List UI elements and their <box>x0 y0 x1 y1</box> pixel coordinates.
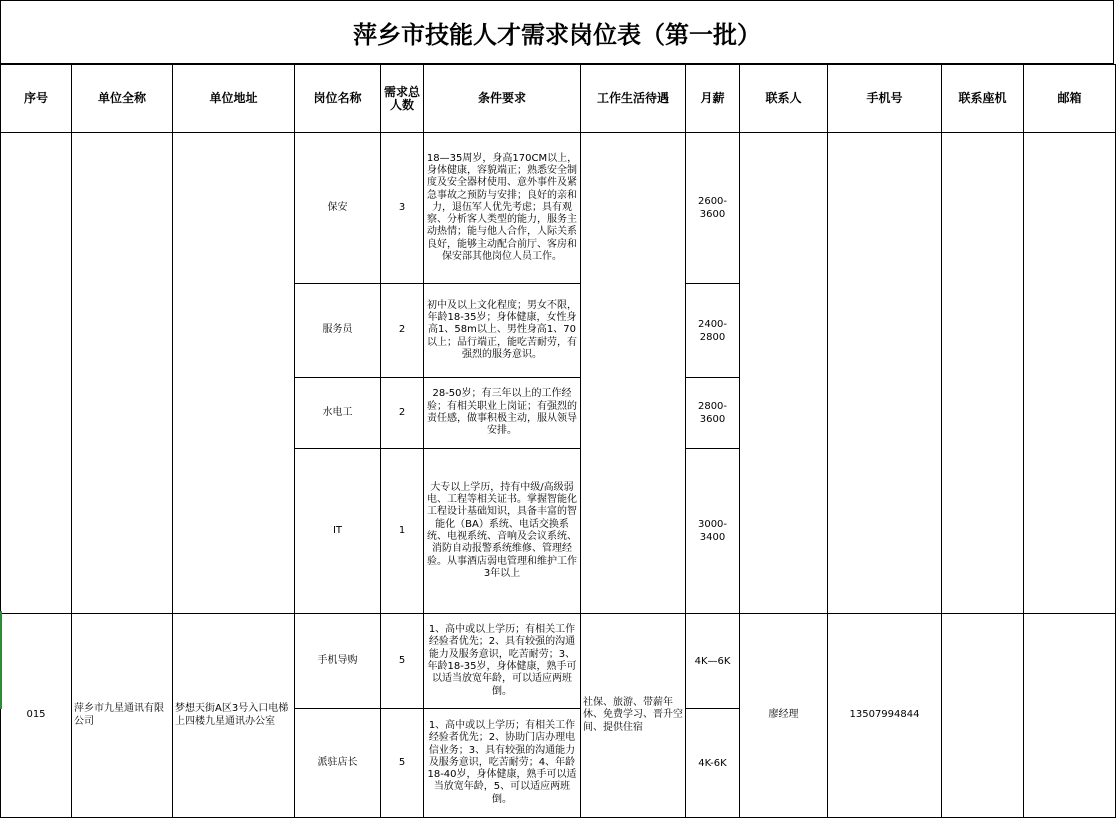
email-cell <box>1024 133 1116 614</box>
header-email: 邮箱 <box>1024 65 1116 133</box>
salary-cell: 2600-3600 <box>686 133 740 284</box>
requirements-cell: 18—35周岁，身高170CM以上，身体健康，容貌端正；熟悉安全制度及安全器材使用、意外事件及紧急事故之预防与安排；良好的亲和力，退伍军人优先考虑；具有观察、分析客人类型的能力，服务主动热情；能与他人合作，人际关系良好，能够主动配合前厅、客房和保安部其他岗位人员工作。 <box>424 133 581 284</box>
page-title: 萍乡市技能人才需求岗位表（第一批） <box>0 0 1114 64</box>
address-cell <box>173 133 295 614</box>
company-cell <box>72 133 173 614</box>
count-cell: 5 <box>381 614 424 709</box>
salary-cell: 4K—6K <box>686 614 740 709</box>
count-cell: 1 <box>381 449 424 614</box>
email-cell <box>1024 614 1116 818</box>
header-address: 单位地址 <box>173 65 295 133</box>
position-cell: 服务员 <box>295 284 381 378</box>
header-landline: 联系座机 <box>942 65 1024 133</box>
salary-cell: 3000-3400 <box>686 449 740 614</box>
phone-cell: 13507994844 <box>828 614 942 818</box>
cell-selection-marker <box>0 611 2 709</box>
header-position: 岗位名称 <box>295 65 381 133</box>
header-company: 单位全称 <box>72 65 173 133</box>
requirements-cell: 大专以上学历，持有中级/高级弱电、工程等相关证书。掌握智能化工程设计基础知识，具备丰富的智能化（BA）系统、电话交换系统、电视系统、音响及会议系统、消防自动报警系统维修、管理经验。从事酒店弱电管理和维护工作3年以上 <box>424 449 581 614</box>
benefits-cell <box>581 133 686 614</box>
seq-cell <box>1 133 72 614</box>
header-seq: 序号 <box>1 65 72 133</box>
position-cell: 手机导购 <box>295 614 381 709</box>
salary-cell: 2400-2800 <box>686 284 740 378</box>
seq-cell: 015 <box>1 614 72 818</box>
count-cell: 2 <box>381 378 424 449</box>
position-cell: 保安 <box>295 133 381 284</box>
position-cell: 水电工 <box>295 378 381 449</box>
landline-cell <box>942 614 1024 818</box>
count-cell: 5 <box>381 709 424 818</box>
header-count: 需求总人数 <box>381 65 424 133</box>
header-requirements: 条件要求 <box>424 65 581 133</box>
header-contact: 联系人 <box>740 65 828 133</box>
company-cell: 萍乡市九星通讯有限公司 <box>72 614 173 818</box>
count-cell: 2 <box>381 284 424 378</box>
position-cell: IT <box>295 449 381 614</box>
salary-cell: 2800-3600 <box>686 378 740 449</box>
count-cell: 3 <box>381 133 424 284</box>
contact-cell: 廖经理 <box>740 614 828 818</box>
salary-cell: 4K-6K <box>686 709 740 818</box>
position-cell: 派驻店长 <box>295 709 381 818</box>
requirements-cell: 28-50岁；有三年以上的工作经验；有相关职业上岗证；有强烈的责任感，做事积极主动，服从领导安排。 <box>424 378 581 449</box>
header-row <box>1 65 1116 133</box>
requirements-cell: 初中及以上文化程度；男女不限，年龄18-35岁；身体健康，女性身高1、58m以上、男性身高1、70以上；品行端正，能吃苦耐劳，有强烈的服务意识。 <box>424 284 581 378</box>
requirements-cell: 1、高中或以上学历；有相关工作经验者优先；2、具有较强的沟通能力及服务意识，吃苦耐劳；3、年龄18-35岁，身体健康，熟手可以适当放宽年龄，可以适应两班倒。 <box>424 614 581 709</box>
benefits-cell: 社保、旅游、带薪年休、免费学习、晋升空间、提供住宿 <box>581 614 686 818</box>
landline-cell <box>942 133 1024 614</box>
table-row <box>1 133 1116 284</box>
phone-cell <box>828 133 942 614</box>
address-cell: 梦想天街A区3号入口电梯上四楼九星通讯办公室 <box>173 614 295 818</box>
header-benefits: 工作生活待遇 <box>581 65 686 133</box>
table-row <box>1 614 1116 709</box>
contact-cell <box>740 133 828 614</box>
requirements-cell: 1、高中或以上学历；有相关工作经验者优先；2、协助门店办理电信业务；3、具有较强的沟通能力及服务意识，吃苦耐劳；4、年龄18-40岁，身体健康，熟手可以适当放宽年龄，5、可以适应两班倒。 <box>424 709 581 818</box>
job-table <box>0 64 1116 818</box>
header-phone: 手机号 <box>828 65 942 133</box>
header-salary: 月薪 <box>686 65 740 133</box>
